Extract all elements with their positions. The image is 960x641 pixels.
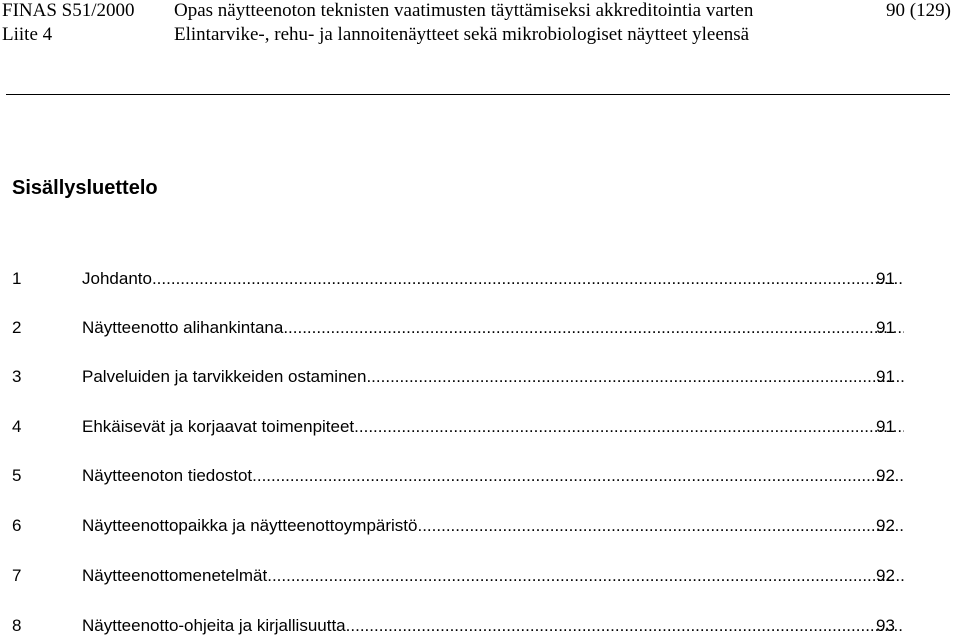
toc-item-page: 92 (876, 516, 895, 535)
toc-item-leader (82, 317, 904, 341)
appendix-code: Liite 4 (2, 24, 53, 45)
toc-item-label: Näytteenottopaikka ja näytteenottoympäristö (82, 516, 418, 535)
toc-item-page: 91 (876, 318, 895, 337)
toc-item-leader (82, 416, 904, 440)
toc-item-label: Johdanto (82, 269, 152, 288)
toc-heading: Sisällysluettelo (12, 177, 158, 199)
document-title: Opas näytteenoton teknisten vaatimusten täyttämiseksi akkreditointia varten (174, 0, 754, 21)
appendix-title: Elintarvike-, rehu- ja lannoitenäytteet sekä mikrobiologiset näytteet yleensä (174, 24, 750, 45)
page-number: 90 (129) (886, 0, 951, 21)
toc-item-page: 91 (876, 367, 895, 386)
toc-item-leader (82, 366, 904, 390)
toc-item[interactable] (0, 515, 960, 539)
toc-item-number: 1 (12, 269, 22, 288)
toc-item-leader (82, 515, 904, 539)
toc-item[interactable] (0, 317, 960, 341)
toc-item-leader (82, 615, 904, 639)
toc-item-number: 6 (12, 516, 22, 535)
toc-item[interactable] (0, 366, 960, 390)
page-header (0, 0, 960, 96)
toc-item-leader (82, 565, 904, 589)
toc-item-number: 3 (12, 367, 22, 386)
toc-item-number: 2 (12, 318, 22, 337)
toc-item[interactable] (0, 268, 960, 292)
toc-item[interactable] (0, 615, 960, 639)
toc-item-number: 8 (12, 616, 22, 635)
document-code: FINAS S51/2000 (2, 0, 135, 21)
toc-item-label: Näytteenoton tiedostot (82, 466, 253, 485)
toc-item[interactable] (0, 416, 960, 440)
toc-item-leader (82, 465, 904, 489)
toc-item-page: 91 (876, 269, 895, 288)
toc-item-page: 91 (876, 417, 895, 436)
toc-item-number: 7 (12, 566, 22, 585)
toc-item-page: 92 (876, 466, 895, 485)
toc-item-number: 5 (12, 466, 22, 485)
toc-item[interactable] (0, 565, 960, 589)
toc-item-label: Näytteenotto alihankintana (82, 318, 284, 337)
toc-item-label: Palveluiden ja tarvikkeiden ostaminen (82, 367, 367, 386)
toc-item-leader (82, 268, 904, 292)
toc-item-page: 93 (876, 616, 895, 635)
toc-item-number: 4 (12, 417, 22, 436)
toc-item-label: Ehkäisevät ja korjaavat toimenpiteet (82, 417, 355, 436)
toc-item-page: 92 (876, 566, 895, 585)
toc-item-label: Näytteenottomenetelmät (82, 566, 268, 585)
toc-item-label: Näytteenotto-ohjeita ja kirjallisuutta (82, 616, 346, 635)
toc-item[interactable] (0, 465, 960, 489)
header-divider (6, 94, 950, 95)
